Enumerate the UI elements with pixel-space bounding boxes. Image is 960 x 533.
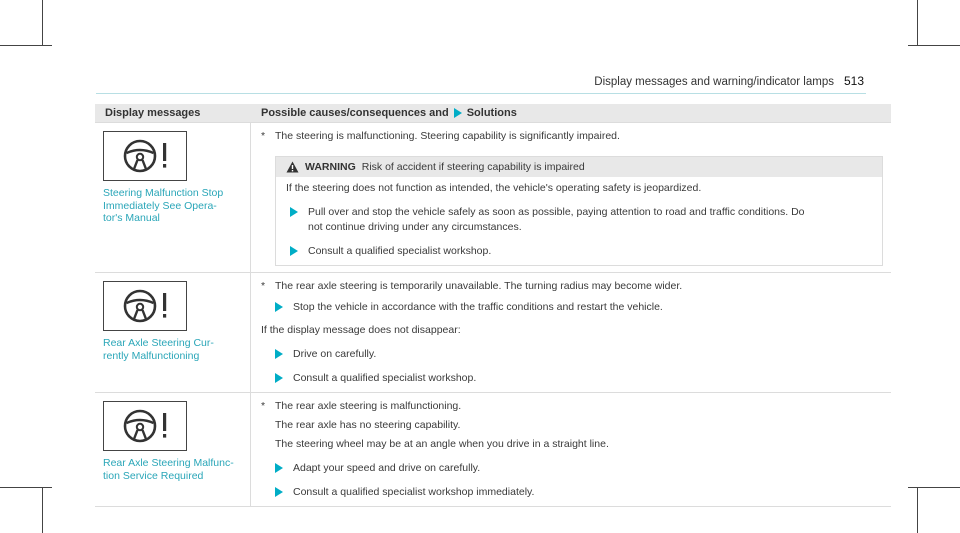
bullet-arrow-icon <box>290 246 298 256</box>
running-head-title: Display messages and warning/indicator lamps <box>594 76 834 88</box>
running-head <box>594 74 864 88</box>
list-item <box>261 461 883 476</box>
header-rule <box>96 93 866 94</box>
crop-mark <box>42 0 43 46</box>
causes-cell <box>251 123 891 272</box>
bullet-line: Drive on carefully. <box>293 348 377 360</box>
bullet-line: not continue driving under any circumstances. <box>308 221 522 233</box>
bullet-line: Adapt your speed and drive on carefully. <box>293 462 481 474</box>
asterisk-marker: * <box>261 280 266 292</box>
bullet-arrow-icon <box>275 463 283 473</box>
message-caption <box>103 457 250 482</box>
asterisk-marker: * <box>261 130 266 142</box>
warning-header <box>276 157 882 177</box>
info-line: The steering wheel may be at an angle when you drive in a straight line. <box>275 438 609 450</box>
asterisk-marker: * <box>261 400 266 412</box>
crop-mark <box>0 45 52 46</box>
column-header-causes <box>251 107 891 119</box>
steering-wheel-warning-icon <box>103 281 187 331</box>
bullet-line: Pull over and stop the vehicle safely as soon as possible, paying attention to road and traffic conditions. Do <box>308 206 805 218</box>
caption-line: Immediately See Opera- <box>103 199 217 212</box>
steering-wheel-warning-icon <box>103 401 187 451</box>
cause-text <box>261 279 883 294</box>
bullet-arrow-icon <box>275 302 283 312</box>
caption-line: tion Service Required <box>103 469 204 482</box>
warning-label: WARNING <box>305 160 356 173</box>
table-header <box>95 104 891 122</box>
warning-text: If the steering does not function as intended, the vehicle's operating safety is jeopardized. <box>286 182 702 194</box>
warning-box <box>275 156 883 266</box>
caption-line: Steering Malfunction Stop <box>103 187 224 199</box>
message-caption <box>103 187 250 225</box>
bullet-arrow-icon <box>275 373 283 383</box>
message-cell <box>95 393 251 506</box>
cause-text <box>261 129 883 144</box>
warning-title: Risk of accident if steering capability is impaired <box>361 160 585 173</box>
bullet-line: Consult a qualified specialist workshop. <box>293 372 477 384</box>
bullet-line: Consult a qualified specialist workshop. <box>308 245 492 257</box>
list-item <box>261 371 883 386</box>
message-cell <box>95 123 251 272</box>
crop-mark <box>917 0 918 46</box>
note-text: If the display message does not disappear: <box>261 324 461 336</box>
page-number: 513 <box>843 74 864 88</box>
warning-body <box>276 177 882 259</box>
message-cell <box>95 273 251 392</box>
info-line: The rear axle has no steering capability. <box>275 419 461 431</box>
crop-mark <box>0 487 52 488</box>
list-item <box>261 347 883 362</box>
bullet-arrow-icon <box>275 349 283 359</box>
message-caption <box>103 337 250 362</box>
crop-mark <box>908 45 960 46</box>
table-row <box>95 392 891 506</box>
table-row <box>95 272 891 392</box>
crop-mark <box>917 488 918 533</box>
arrow-right-icon <box>454 108 462 118</box>
caption-line: Rear Axle Steering Malfunc- <box>103 457 234 469</box>
cause-line: The rear axle steering is malfunctioning. <box>275 400 462 412</box>
display-messages-table <box>95 104 891 507</box>
causes-cell <box>251 393 891 506</box>
bullet-arrow-icon <box>290 207 298 217</box>
bullet-arrow-icon <box>275 487 283 497</box>
caption-line: tor's Manual <box>103 212 160 224</box>
column-header-causes-label: Possible causes/consequences and <box>261 107 449 119</box>
crop-mark <box>42 488 43 533</box>
list-item <box>261 300 883 315</box>
column-header-solutions-label: Solutions <box>466 107 517 119</box>
crop-mark <box>908 487 960 488</box>
caption-line: Rear Axle Steering Cur- <box>103 337 214 349</box>
bullet-line: Stop the vehicle in accordance with the traffic conditions and restart the vehicle. <box>293 301 663 313</box>
table-row <box>95 122 891 272</box>
list-item <box>261 485 883 500</box>
column-header-display-messages: Display messages <box>105 107 201 119</box>
list-item <box>286 205 874 235</box>
steering-wheel-warning-icon <box>103 131 187 181</box>
cause-line: The rear axle steering is temporarily unavailable. The turning radius may become wider. <box>275 280 683 292</box>
cause-text <box>261 399 883 414</box>
caption-line: rently Malfunctioning <box>103 349 200 362</box>
cause-line: The steering is malfunctioning. Steering capability is significantly impaired. <box>275 130 620 142</box>
list-item <box>286 244 874 259</box>
bullet-line: Consult a qualified specialist workshop immediately. <box>293 486 535 498</box>
causes-cell <box>251 273 891 392</box>
warning-triangle-icon <box>286 161 299 173</box>
